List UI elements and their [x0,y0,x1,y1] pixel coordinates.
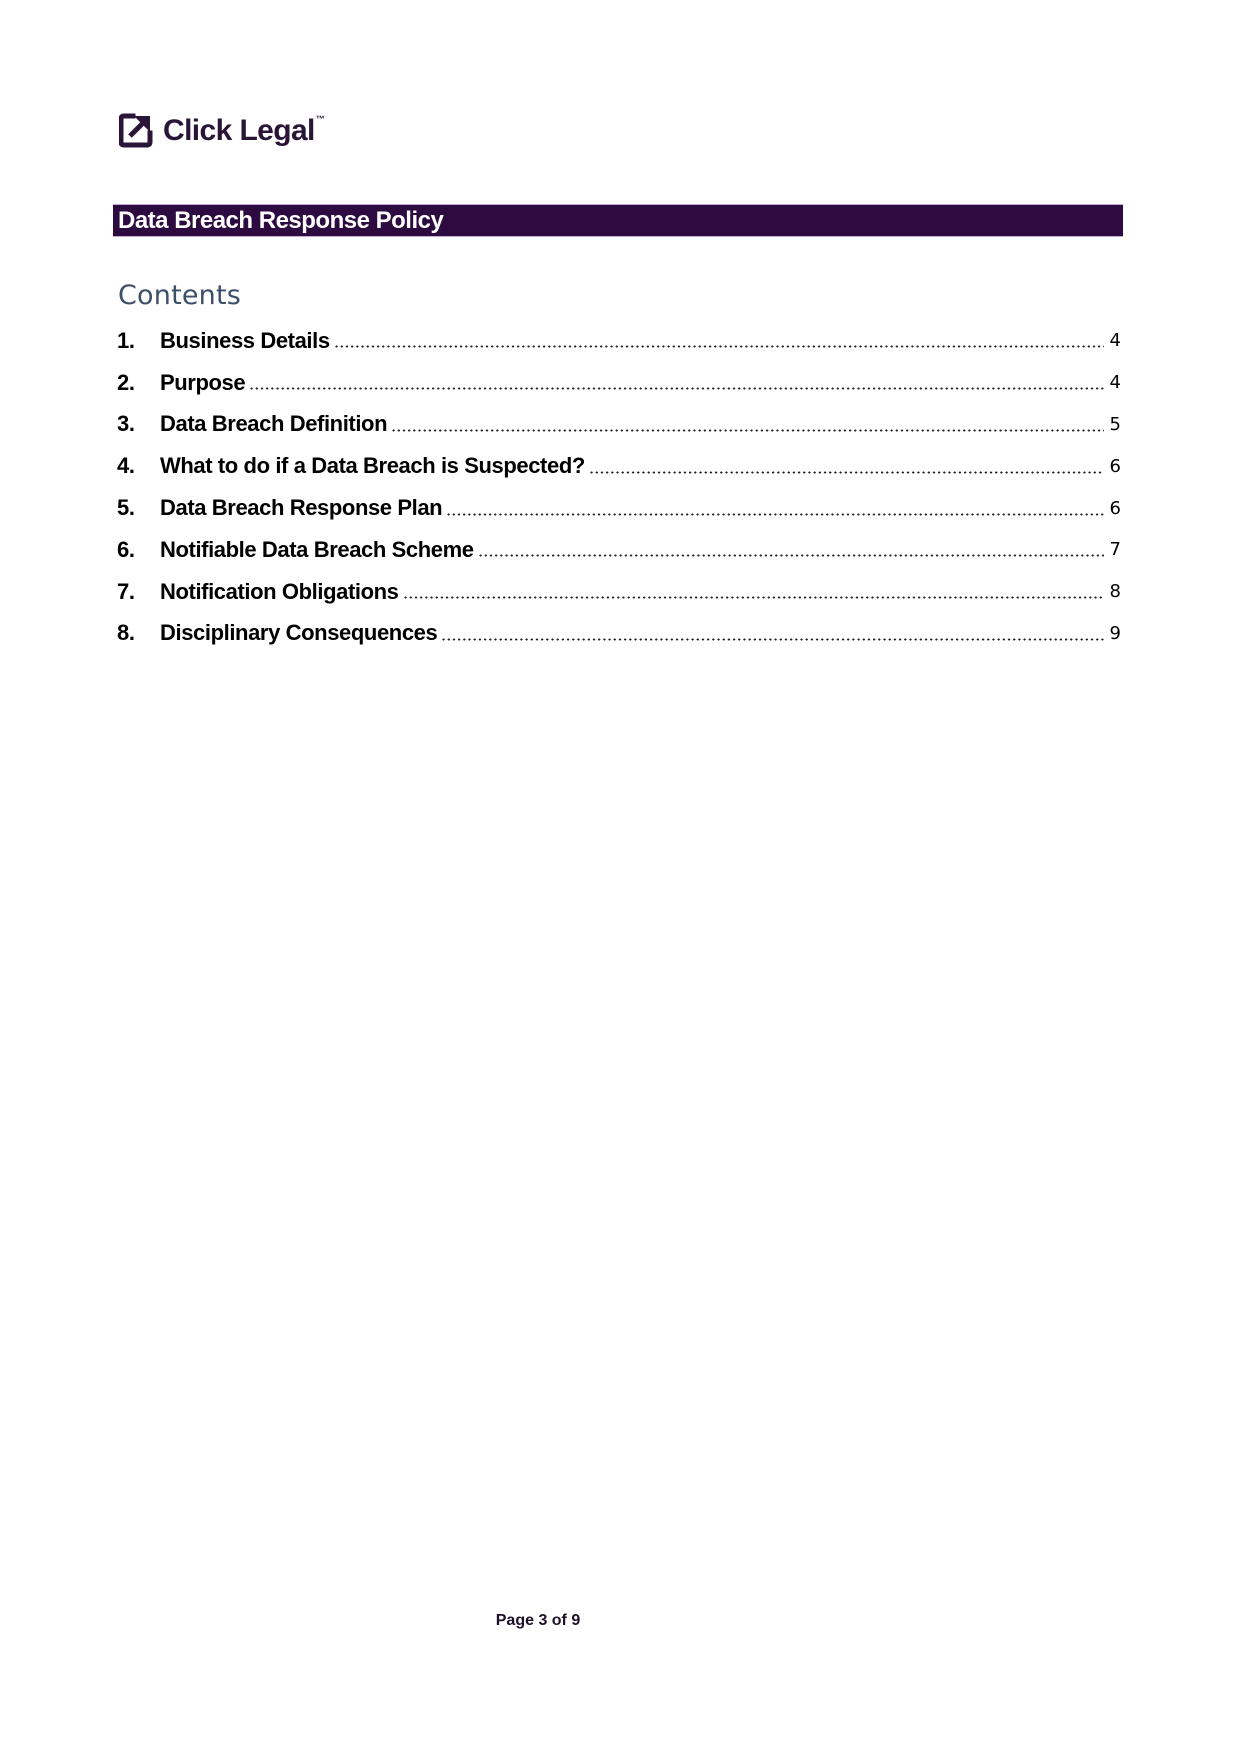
toc-entry-page[interactable]: 6 [1109,497,1121,519]
toc-entry-title[interactable]: What to do if a Data Breach is Suspected? [160,453,585,479]
toc-entry-number: 3. [117,411,135,437]
dot-leader [334,345,1104,348]
brand-name: Click Legal [163,114,315,147]
toc-entry-title[interactable]: Disciplinary Consequences [160,620,438,646]
toc-entry-page[interactable]: 5 [1109,413,1121,435]
document-title: Data Breach Response Policy [118,207,444,234]
toc-entry-title[interactable]: Data Breach Definition [160,411,388,437]
toc-entry-number: 1. [117,327,135,353]
dot-leader [391,429,1103,432]
toc-entry-number: 2. [117,369,135,395]
toc-entry-page[interactable]: 8 [1109,581,1121,603]
trademark-symbol: ™ [315,114,325,124]
dot-leader [441,638,1103,641]
toc-entry-page[interactable]: 9 [1109,622,1121,644]
toc-entry-notifiable-data-breach-scheme[interactable] [117,529,1121,571]
toc-entry-number: 4. [117,453,135,479]
dot-leader [478,554,1104,557]
dot-leader [403,596,1104,599]
toc-entry-number: 8. [117,620,135,646]
toc-entry-what-to-do-if-suspected[interactable] [117,445,1121,487]
toc-entry-page[interactable]: 4 [1109,372,1121,394]
page-number-footer: Page 3 of 9 [495,1612,581,1629]
toc-entry-title[interactable]: Notification Obligations [160,578,399,604]
toc-entry-title[interactable]: Data Breach Response Plan [160,495,443,521]
toc-entry-number: 6. [117,536,135,562]
toc-entry-number: 7. [117,578,135,604]
document-title-bar [113,204,1123,237]
toc-entry-page[interactable]: 6 [1109,455,1121,477]
dot-leader [446,513,1103,516]
toc-entry-purpose[interactable] [117,362,1121,404]
dot-leader [589,471,1104,474]
toc-entry-page[interactable]: 7 [1109,539,1121,561]
toc-entry-notification-obligations[interactable] [117,571,1121,613]
toc-entry-data-breach-definition[interactable] [117,404,1121,446]
toc-entry-page[interactable]: 4 [1109,330,1121,352]
toc-entry-title[interactable]: Business Details [160,327,330,353]
toc-entry-title[interactable]: Purpose [160,369,246,395]
brand-logo [119,110,325,150]
toc-entry-number: 5. [117,495,135,521]
arrow-up-right-box-icon [119,112,153,148]
toc-entry-disciplinary-consequences[interactable] [117,613,1121,655]
contents-heading: Contents [118,280,242,311]
toc-entry-business-details[interactable] [117,320,1121,362]
toc-entry-title[interactable]: Notifiable Data Breach Scheme [160,536,474,562]
table-of-contents [117,320,1121,654]
dot-leader [249,387,1103,390]
toc-entry-data-breach-response-plan[interactable] [117,487,1121,529]
